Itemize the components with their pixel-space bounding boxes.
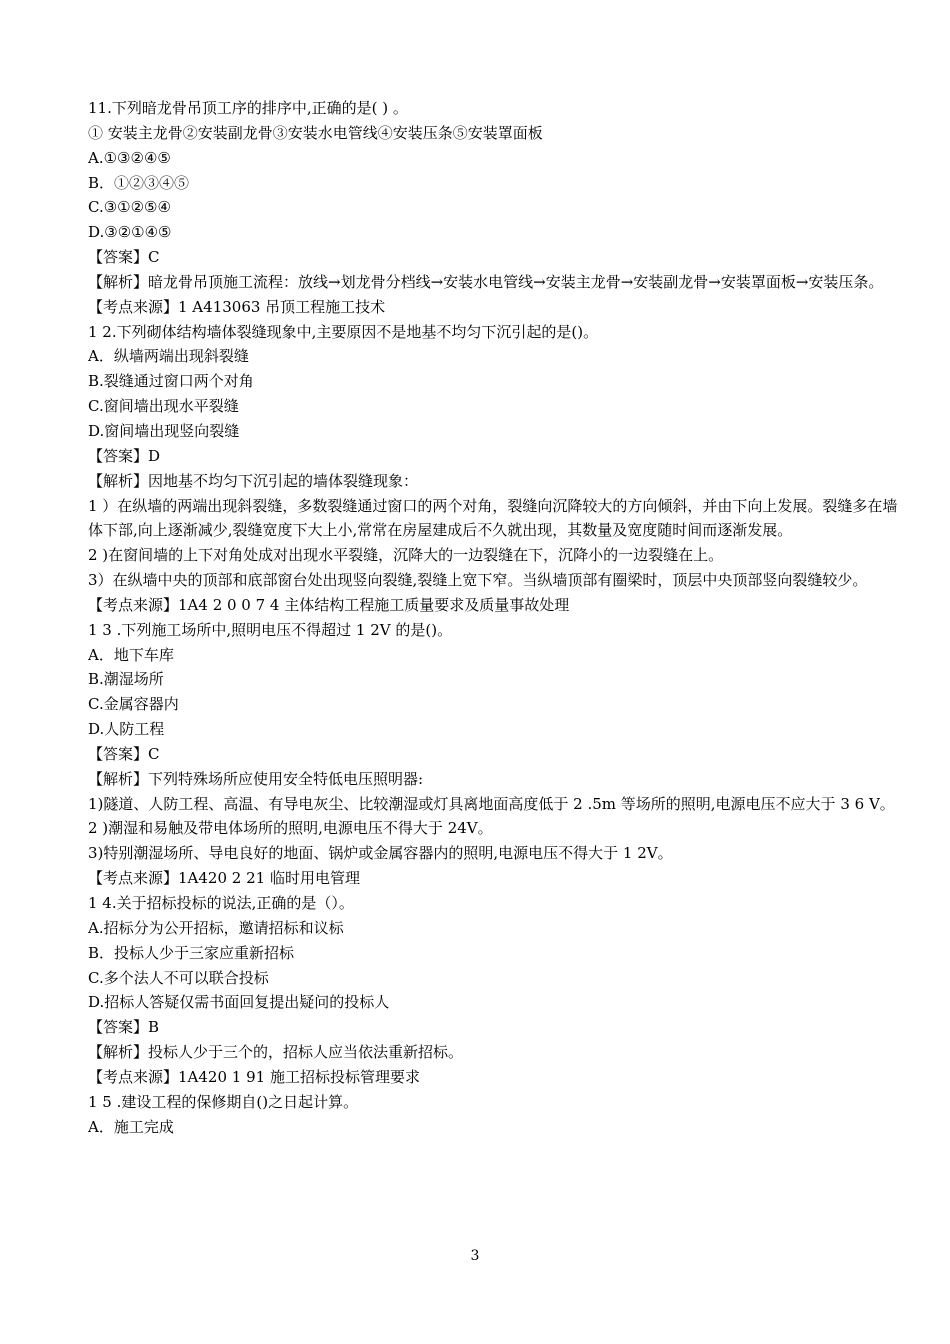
source: 【考点来源】1A420 1 91 施工招标投标管理要求: [88, 1067, 420, 1086]
analysis: 【解析】下列特殊场所应使用安全特低电压照明器:: [88, 769, 424, 788]
option-c: C.③①②⑤④: [88, 198, 171, 217]
option-d: D.招标人答疑仅需书面回复提出疑问的投标人: [88, 993, 390, 1012]
analysis-point-2: 2 )潮湿和易触及带电体场所的照明,电源电压不得大于 24V。: [88, 819, 493, 838]
option-c: C.多个法人不可以联合投标: [88, 968, 269, 987]
answer: 【答案】D: [88, 446, 161, 465]
option-d: D.窗间墙出现竖向裂缝: [88, 421, 240, 440]
source: 【考点来源】1A4 2 0 0 7 4 主体结构工程施工质量要求及质量事故处理: [88, 595, 570, 614]
analysis: 【解析】因地基不均匀下沉引起的墙体裂缝现象：: [88, 471, 419, 490]
answer: 【答案】B: [88, 1018, 160, 1037]
question-13: 1 3 .下列施工场所中,照明电压不得超过 1 2V 的是()。: [88, 620, 453, 639]
source: 【考点来源】1 A413063 吊顶工程施工技术: [88, 297, 386, 316]
analysis-point-1: 1 ）在纵墙的两端出现斜裂缝，多数裂缝通过窗口的两个对角，裂缝向沉降较大的方向倾斜，并由下向上发展。裂缝多在墙体下部,向上逐渐减少,裂缝宽度下大上小,常常在房屋建成后不久就出现，其数量及宽度随时间而逐渐发展。: [88, 496, 898, 540]
option-b: B.潮湿场所: [88, 670, 164, 689]
analysis-point-1: 1)隧道、人防工程、高温、有导电灰尘、比较潮湿或灯具离地面高度低于 2 .5m 等场所的照明,电源电压不应大于 3 6 V。: [88, 794, 895, 813]
answer: 【答案】C: [88, 744, 160, 763]
source: 【考点来源】1A420 2 21 临时用电管理: [88, 869, 360, 888]
question-12: 1 2.下列砌体结构墙体裂缝现象中,主要原因不是地基不均匀下沉引起的是()。: [88, 322, 599, 341]
question-11-steps: ① 安装主龙骨②安装副龙骨③安装水电管线④安装压条⑤安装罩面板: [88, 123, 543, 142]
option-c: C.金属容器内: [88, 695, 179, 714]
analysis-point-3: 3)特别潮湿场所、导电良好的地面、锅炉或金属容器内的照明,电源电压不得大于 1 2V。: [88, 844, 673, 863]
option-c: C.窗间墙出现水平裂缝: [88, 397, 239, 416]
analysis-point-3: 3）在纵墙中央的顶部和底部窗台处出现竖向裂缝,裂缝上宽下窄。当纵墙顶部有圈梁时，顶层中央顶部竖向裂缝较少。: [88, 571, 868, 590]
option-a: A.①③②④⑤: [88, 148, 171, 167]
option-b: B.裂缝通过窗口两个对角: [88, 372, 254, 391]
answer: 【答案】C: [88, 248, 160, 267]
question-15: 1 5 .建设工程的保修期自()之日起计算。: [88, 1092, 359, 1111]
option-a: A．施工完成: [88, 1117, 174, 1136]
option-b: B．投标人少于三家应重新招标: [88, 943, 295, 962]
option-a: A．纵墙两端出现斜裂缝: [88, 347, 249, 366]
question-14: 1 4.关于招标投标的说法,正确的是（）。: [88, 894, 354, 912]
option-a: A.招标分为公开招标，邀请招标和议标: [88, 918, 344, 937]
option-a: A．地下车库: [88, 645, 174, 664]
option-b: B．①②③④⑤: [88, 173, 190, 192]
option-d: D.人防工程: [88, 720, 165, 739]
analysis: 【解析】暗龙骨吊顶施工流程：放线→划龙骨分档线→安装水电管线→安装主龙骨→安装副龙骨→安装罩面板→安装压条。: [88, 272, 884, 291]
analysis-point-2: 2 )在窗间墙的上下对角处成对出现水平裂缝，沉降大的一边裂缝在下，沉降小的一边裂缝在上。: [88, 546, 724, 565]
option-d: D.③②①④⑤: [88, 223, 172, 242]
page-number: 3: [470, 1248, 480, 1264]
document-body: [88, 96, 908, 1139]
analysis: 【解析】投标人少于三个的，招标人应当依法重新招标。: [88, 1043, 464, 1062]
question-11: 11.下列暗龙骨吊顶工序的排序中,正确的是( ) 。: [88, 99, 408, 117]
